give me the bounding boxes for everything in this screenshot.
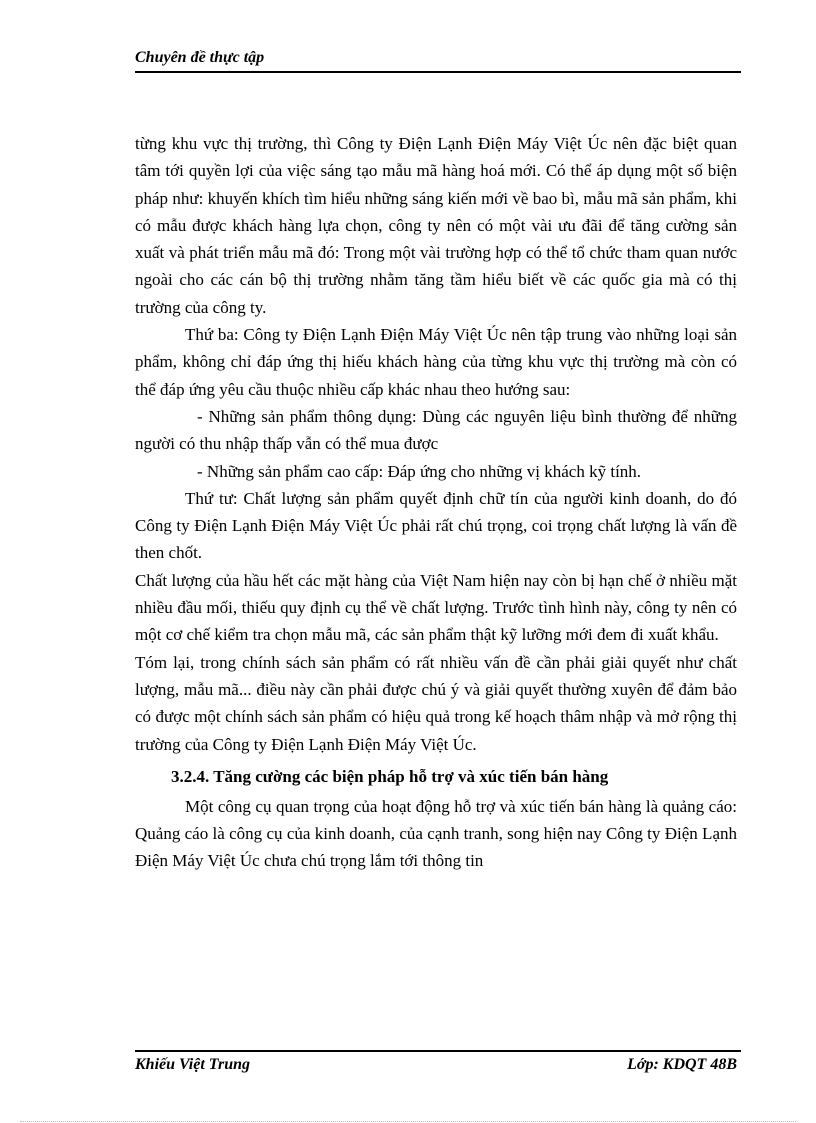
bullet-item-1: - Những sản phẩm thông dụng: Dùng các nguyên liệu bình thường để những người có thu nhập thấp vẫn có thể mua được [135, 406, 737, 454]
section-heading: 3.2.4. Tăng cường các biện pháp hỗ trợ và xúc tiến bán hàng [171, 766, 609, 786]
page-footer [135, 1050, 741, 1082]
paragraph-2: Thứ ba: Công ty Điện Lạnh Điện Máy Việt Úc nên tập trung vào những loại sản phẩm, không chỉ đáp ứng thị hiếu khách hàng của từng khu vực thị trường mà còn có thể đáp ứng yêu cầu thuộc nhiều cấp khác nhau theo hướng sau: [135, 325, 737, 399]
paragraph-3: Thứ tư: Chất lượng sản phẩm quyết định chữ tín của người kinh doanh, do đó Công ty Điện Lạnh Điện Máy Việt Úc phải rất chú trọng, coi trọng chất lượng là vấn đề then chốt. [135, 488, 737, 563]
bullet-item-2: - Những sản phẩm cao cấp: Đáp ứng cho những vị khách kỹ tính. [197, 461, 642, 481]
paragraph-5: Tóm lại, trong chính sách sản phẩm có rất nhiều vấn đề cần phải giải quyết như chất lượng, mẫu mã... điều này cần phải được chú ý và giải quyết thường xuyên để đảm bảo có được một chính sách sản phẩm có hiệu quả trong kế hoạch thâm nhập và mở rộng thị trường của Công ty Điện Lạnh Điện Máy Việt Úc. [135, 652, 737, 754]
paragraph-4: Chất lượng của hầu hết các mặt hàng của Việt Nam hiện nay còn bị hạn chế ở nhiều mặt nhiều đầu mối, thiếu quy định cụ thể về chất lượng. Trước tình hình này, công ty nên có một cơ chế kiểm tra chọn mẫu mã, các sản phẩm thật kỹ lưỡng mới đem đi xuất khẩu. [135, 570, 737, 645]
page-header [135, 47, 741, 73]
document-body [135, 130, 737, 875]
paragraph-1: từng khu vực thị trường, thì Công ty Điện Lạnh Điện Máy Việt Úc nên đặc biệt quan tâm tới quyền lợi của việc sáng tạo mẫu mã hàng hoá mới. Có thể áp dụng một số biện pháp như: khuyến khích tìm hiểu những sáng kiến mới về bao bì, mẫu mã sản phẩm, khi có mẫu được khách hàng lựa chọn, công ty nên có một vài ưu đãi để tăng cường sản xuất và phát triển mẫu mã đó: Trong một vài trường hợp có thể tổ chức tham quan nước ngoài cho các cán bộ thị trường nhằm tăng tầm hiểu biết về các quốc gia mà có thị trường của công ty. [135, 134, 737, 317]
footer-class: Lớp: KDQT 48B [627, 1056, 737, 1073]
footer-author: Khiếu Việt Trung [135, 1056, 250, 1073]
header-title: Chuyên đề thực tập [135, 49, 265, 66]
page-edge-divider [20, 1121, 796, 1122]
section-paragraph: Một công cụ quan trọng của hoạt động hỗ trợ và xúc tiến bán hàng là quảng cáo: Quảng cáo là công cụ của kinh doanh, của cạnh tranh, song hiện nay Công ty Điện Lạnh Điện Máy Việt Úc chưa chú trọng lắm tới thông tin [135, 796, 737, 871]
